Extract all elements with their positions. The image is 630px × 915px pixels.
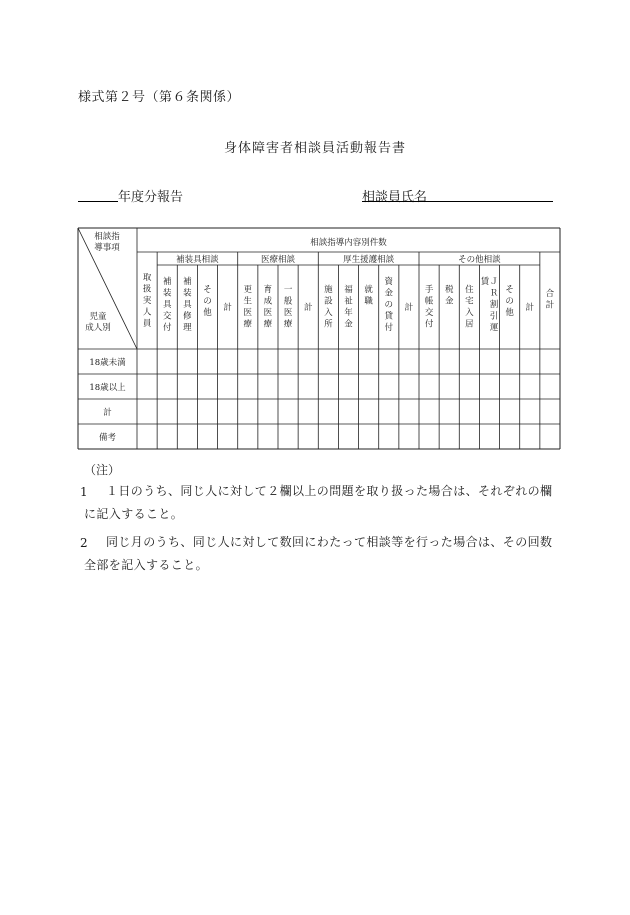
data-cell[interactable]: [198, 350, 216, 373]
data-cell[interactable]: [339, 425, 357, 448]
row-label-3: 計: [103, 408, 112, 418]
svg-text:税: 税: [444, 285, 454, 295]
data-cell[interactable]: [400, 350, 418, 373]
svg-text:福: 福: [344, 285, 353, 295]
data-cell[interactable]: [400, 375, 418, 398]
svg-text:Ｒ: Ｒ: [489, 288, 499, 299]
data-cell[interactable]: [360, 400, 378, 423]
col-header-g3-3: [364, 284, 373, 307]
data-cell[interactable]: [360, 375, 378, 398]
svg-text:祉: 祉: [344, 296, 353, 307]
row-label-1: 18歳未満: [89, 358, 126, 368]
col-header-g1-3: [203, 285, 212, 318]
data-cell[interactable]: [541, 425, 559, 448]
svg-text:割: 割: [489, 300, 499, 310]
col-header-actual-persons: [143, 273, 152, 329]
data-cell[interactable]: [178, 400, 196, 423]
svg-text:の: の: [505, 296, 514, 307]
row-label-4: 備考: [98, 433, 117, 443]
svg-text:育: 育: [263, 285, 273, 295]
diagonal-top-label-1: 相談指: [94, 232, 120, 242]
svg-text:員: 員: [142, 319, 152, 329]
data-cell[interactable]: [420, 375, 438, 398]
col-header-g1-1: [163, 276, 172, 333]
svg-text:資: 資: [384, 277, 394, 287]
data-cell[interactable]: [299, 400, 317, 423]
svg-text:般: 般: [283, 296, 293, 307]
data-cell[interactable]: [198, 400, 216, 423]
data-cell[interactable]: [259, 425, 277, 448]
data-cell[interactable]: [239, 375, 257, 398]
svg-text:補: 補: [162, 277, 172, 287]
svg-text:合: 合: [545, 289, 555, 299]
data-cell[interactable]: [219, 350, 237, 373]
svg-text:運: 運: [489, 323, 499, 333]
col-header-g4-5: [505, 285, 514, 318]
data-cell[interactable]: [319, 425, 337, 448]
data-cell[interactable]: [501, 425, 519, 448]
data-cell[interactable]: [480, 350, 498, 373]
svg-text:生: 生: [243, 296, 253, 307]
data-cell[interactable]: [501, 375, 519, 398]
svg-text:他: 他: [203, 308, 212, 318]
svg-text:補: 補: [183, 277, 192, 287]
data-cell[interactable]: [279, 400, 297, 423]
data-cell[interactable]: [219, 425, 237, 448]
data-cell[interactable]: [239, 350, 257, 373]
data-cell[interactable]: [521, 425, 539, 448]
svg-text:装: 装: [183, 288, 192, 299]
data-cell[interactable]: [259, 350, 277, 373]
data-cell[interactable]: [440, 375, 458, 398]
svg-text:交: 交: [162, 311, 172, 322]
svg-text:所: 所: [324, 319, 333, 330]
svg-text:医: 医: [243, 308, 253, 318]
data-cell[interactable]: [501, 400, 519, 423]
data-cell[interactable]: [501, 350, 519, 373]
svg-text:療: 療: [283, 319, 293, 330]
data-cell[interactable]: [380, 350, 398, 373]
data-cell[interactable]: [440, 425, 458, 448]
data-cell[interactable]: [380, 425, 398, 448]
svg-text:理: 理: [183, 323, 192, 333]
row-label-2: 18歳以上: [89, 383, 126, 393]
group-header-4: その他相談: [458, 255, 501, 265]
col-header-g3-2: [344, 284, 353, 330]
svg-text:成: 成: [263, 296, 273, 307]
col-header-g4-6: [526, 302, 535, 313]
data-cell[interactable]: [380, 375, 398, 398]
data-cell[interactable]: [319, 400, 337, 423]
data-cell[interactable]: [380, 400, 398, 423]
data-cell[interactable]: [420, 425, 438, 448]
svg-text:計: 計: [525, 303, 535, 313]
col-header-g3-1: [324, 284, 333, 330]
data-cell[interactable]: [279, 425, 297, 448]
svg-text:療: 療: [243, 319, 253, 330]
data-cell[interactable]: [339, 375, 357, 398]
data-cell[interactable]: [198, 375, 216, 398]
col-header-g1-2: [183, 276, 192, 333]
form-number: 様式第２号（第６条関係）: [78, 90, 241, 105]
data-cell[interactable]: [158, 375, 176, 398]
svg-text:引: 引: [489, 311, 499, 322]
svg-text:の: の: [384, 300, 394, 310]
data-cell[interactable]: [541, 375, 559, 398]
data-cell[interactable]: [279, 375, 297, 398]
data-cell[interactable]: [360, 350, 378, 373]
data-cell[interactable]: [339, 350, 357, 373]
col-header-g2-4: [304, 302, 313, 313]
svg-text:装: 装: [162, 288, 172, 299]
svg-text:住: 住: [465, 285, 474, 295]
svg-text:計: 計: [303, 303, 313, 313]
svg-text:付: 付: [162, 323, 172, 333]
svg-text:の: の: [203, 296, 212, 307]
data-cell[interactable]: [521, 350, 539, 373]
col-header-g3-4: [385, 276, 394, 333]
svg-text:年: 年: [344, 308, 353, 318]
data-cell[interactable]: [259, 400, 277, 423]
data-cell[interactable]: [158, 400, 176, 423]
svg-text:Ｊ: Ｊ: [489, 277, 499, 287]
data-cell[interactable]: [460, 375, 478, 398]
data-cell[interactable]: [158, 425, 176, 448]
notes-heading: （注）: [84, 463, 121, 477]
col-header-g1-4: [223, 302, 232, 313]
svg-text:そ: そ: [505, 285, 514, 295]
data-cell[interactable]: [521, 375, 539, 398]
data-cell[interactable]: [138, 375, 156, 398]
data-cell[interactable]: [319, 350, 337, 373]
col-header-g4-4: [481, 276, 499, 333]
data-cell[interactable]: [400, 400, 418, 423]
svg-text:入: 入: [324, 308, 333, 318]
data-cell[interactable]: [521, 400, 539, 423]
data-cell[interactable]: [158, 350, 176, 373]
col-header-g2-1: [244, 285, 253, 330]
svg-text:他: 他: [505, 308, 514, 318]
svg-text:施: 施: [324, 285, 333, 295]
svg-text:修: 修: [183, 311, 192, 322]
data-cell[interactable]: [299, 425, 317, 448]
svg-text:計: 計: [223, 303, 232, 313]
data-cell[interactable]: [299, 350, 317, 373]
data-cell[interactable]: [460, 400, 478, 423]
svg-text:居: 居: [465, 319, 474, 330]
svg-text:計: 計: [545, 300, 555, 311]
data-cell[interactable]: [178, 350, 196, 373]
svg-text:取: 取: [142, 273, 152, 283]
svg-text:付: 付: [424, 319, 434, 330]
note-2-text: 同じ月のうち、同じ人に対して数回にわたって相談等を行った場合は、その回数全部を記入すること。: [84, 535, 553, 572]
svg-text:職: 職: [364, 296, 373, 307]
span-header: 相談指導内容別件数: [310, 238, 387, 248]
svg-text:帳: 帳: [424, 296, 434, 307]
svg-text:就: 就: [364, 285, 373, 295]
data-cell[interactable]: [400, 425, 418, 448]
svg-text:一: 一: [283, 285, 293, 295]
svg-text:設: 設: [324, 296, 333, 307]
data-cell[interactable]: [178, 425, 196, 448]
svg-text:医: 医: [263, 308, 273, 318]
svg-text:更: 更: [243, 285, 253, 295]
note-1-text: １日のうち、同じ人に対して２欄以上の問題を取り扱った場合は、それぞれの欄に記入すること。: [84, 484, 553, 521]
diagonal-bottom-label-2: 成人別: [85, 323, 111, 333]
note-1-number: 1: [80, 485, 88, 499]
data-cell[interactable]: [138, 400, 156, 423]
counselor-name-label: 相談員氏名: [362, 190, 428, 205]
data-cell[interactable]: [239, 425, 257, 448]
group-header-1: 補装具相談: [176, 255, 219, 265]
col-header-g3-5: [405, 302, 414, 313]
data-cell[interactable]: [420, 400, 438, 423]
svg-text:貸: 貸: [384, 311, 394, 322]
data-cell[interactable]: [319, 375, 337, 398]
data-cell[interactable]: [460, 425, 478, 448]
data-cell[interactable]: [138, 350, 156, 373]
svg-text:療: 療: [263, 319, 273, 330]
data-cell[interactable]: [440, 350, 458, 373]
year-report-label: 年度分報告: [118, 190, 184, 205]
col-header-g4-2: [445, 285, 454, 307]
data-cell[interactable]: [219, 400, 237, 423]
svg-text:金: 金: [344, 319, 353, 330]
svg-text:交: 交: [424, 308, 434, 318]
col-header-g2-2: [264, 284, 273, 330]
data-cell[interactable]: [239, 400, 257, 423]
col-header-g4-1: [425, 284, 434, 330]
data-cell[interactable]: [198, 425, 216, 448]
data-cell[interactable]: [219, 375, 237, 398]
svg-text:扱: 扱: [142, 284, 152, 295]
group-header-3: 厚生援護相談: [343, 255, 395, 265]
svg-text:賃: 賃: [480, 277, 490, 287]
note-2-number: 2: [80, 536, 88, 550]
data-cell[interactable]: [138, 425, 156, 448]
svg-text:金: 金: [384, 288, 394, 299]
svg-text:具: 具: [183, 300, 192, 310]
data-cell[interactable]: [178, 375, 196, 398]
svg-text:入: 入: [465, 308, 474, 318]
svg-text:そ: そ: [203, 285, 212, 295]
data-cell[interactable]: [460, 350, 478, 373]
svg-text:人: 人: [142, 307, 152, 318]
diagonal-bottom-label-1: 児童: [89, 312, 107, 322]
data-cell[interactable]: [440, 400, 458, 423]
data-cell[interactable]: [541, 400, 559, 423]
svg-text:手: 手: [424, 285, 434, 295]
svg-text:宅: 宅: [465, 296, 474, 307]
data-cell[interactable]: [480, 400, 498, 423]
data-cell[interactable]: [480, 375, 498, 398]
data-cell[interactable]: [339, 400, 357, 423]
data-cell[interactable]: [360, 425, 378, 448]
data-cell[interactable]: [541, 350, 559, 373]
group-header-2: 医療相談: [260, 255, 296, 265]
svg-text:計: 計: [404, 303, 414, 313]
data-cell[interactable]: [299, 375, 317, 398]
col-header-g2-3: [284, 285, 293, 330]
svg-text:金: 金: [444, 296, 454, 307]
svg-text:医: 医: [283, 308, 293, 318]
data-cell[interactable]: [420, 350, 438, 373]
col-header-g4-3: [465, 284, 474, 330]
document-title: 身体障害者相談員活動報告書: [223, 141, 406, 156]
data-cell[interactable]: [279, 350, 297, 373]
data-cell[interactable]: [259, 375, 277, 398]
svg-text:付: 付: [384, 323, 394, 333]
svg-text:具: 具: [162, 300, 172, 310]
diagonal-top-label-2: 導事項: [94, 243, 120, 253]
data-cell[interactable]: [480, 425, 498, 448]
col-header-total: [546, 288, 555, 311]
svg-text:実: 実: [142, 296, 152, 306]
